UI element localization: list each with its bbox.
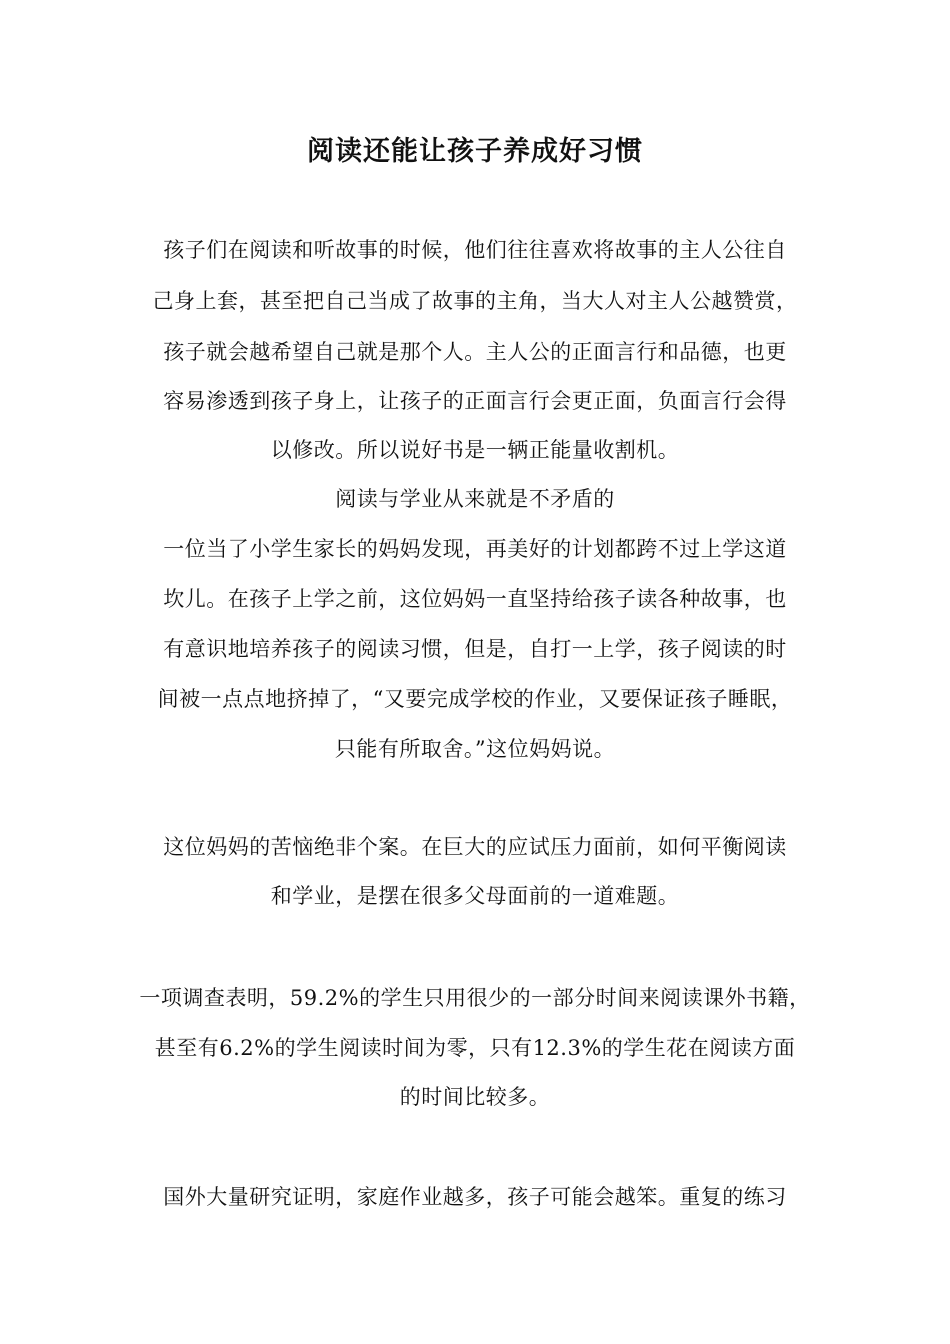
paragraph-line: 这位妈妈的苦恼绝非个案。在巨大的应试压力面前，如何平衡阅读: [163, 835, 787, 859]
paragraph-line: 只能有所取舍。”这位妈妈说。: [334, 737, 616, 761]
paragraph-line: 坎儿。在孩子上学之前，这位妈妈一直坚持给孩子读各种故事，也: [163, 587, 787, 611]
paragraph-line: 甚至有6.2%的学生阅读时间为零，只有12.3%的学生花在阅读方面: [154, 1036, 796, 1060]
section-heading: 阅读与学业从来就是不矛盾的: [335, 487, 615, 511]
document-title: 阅读还能让孩子养成好习惯: [307, 136, 643, 167]
paragraph-line: 和学业，是摆在很多父母面前的一道难题。: [270, 884, 680, 908]
paragraph-line: 一位当了小学生家长的妈妈发现，再美好的计划都跨不过上学这道: [163, 537, 787, 561]
paragraph-line: 国外大量研究证明，家庭作业越多，孩子可能会越笨。重复的练习: [163, 1185, 787, 1209]
paragraph-line: 有意识地培养孩子的阅读习惯，但是，自打一上学，孩子阅读的时: [163, 637, 787, 661]
paragraph-line: 孩子就会越希望自己就是那个人。主人公的正面言行和品德，也更: [163, 340, 787, 364]
paragraph-line: 己身上套，甚至把自己当成了故事的主角，当大人对主人公越赞赏，: [152, 289, 798, 313]
paragraph-line: 以修改。所以说好书是一辆正能量收割机。: [270, 438, 680, 462]
paragraph-line: 间被一点点地挤掉了，“又要完成学校的作业，又要保证孩子睡眠，: [157, 687, 793, 711]
paragraph-line: 一项调查表明，59.2%的学生只用很少的一部分时间来阅读课外书籍，: [139, 986, 811, 1010]
paragraph-line: 容易渗透到孩子身上，让孩子的正面言行会更正面，负面言行会得: [163, 389, 787, 413]
paragraph-line: 的时间比较多。: [399, 1085, 551, 1109]
paragraph-line: 孩子们在阅读和听故事的时候，他们往往喜欢将故事的主人公往自: [163, 238, 787, 262]
